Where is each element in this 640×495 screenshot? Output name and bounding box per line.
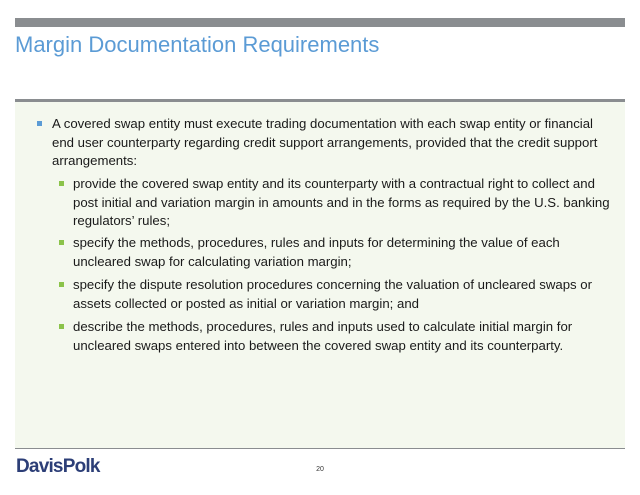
sub-bullet-1 bbox=[73, 175, 613, 231]
bullet-square-icon bbox=[59, 282, 64, 287]
page-number: 20 bbox=[316, 466, 324, 473]
footer-divider bbox=[15, 448, 625, 449]
davis-polk-logo: DavisPolk bbox=[16, 456, 100, 477]
bullet-square-icon bbox=[59, 324, 64, 329]
top-bar bbox=[15, 18, 625, 27]
sub-bullet-1-text: provide the covered swap entity and its counterparty with a contractual right to collect and post initial and variation margin in amounts and in the forms as required by the U.S. banking regulators’ rules; bbox=[73, 176, 610, 228]
bullet-main bbox=[52, 115, 612, 171]
bullet-main-text: A covered swap entity must execute trading documentation with each swap entity or financial end user counterparty regarding credit support arrangements, provided that the credit support arrangements: bbox=[52, 116, 598, 168]
sub-bullet-2 bbox=[73, 234, 613, 271]
sub-bullet-4 bbox=[73, 318, 613, 355]
bullet-square-icon bbox=[59, 181, 64, 186]
bullet-square-icon bbox=[37, 121, 42, 126]
sub-bullet-2-text: specify the methods, procedures, rules and inputs for determining the value of each uncleared swap for calculating variation margin; bbox=[73, 235, 560, 269]
slide-title: Margin Documentation Requirements bbox=[15, 32, 380, 57]
sub-bullet-4-text: describe the methods, procedures, rules and inputs used to calculate initial margin for uncleared swaps entered into between the covered swap entity and its counterparty. bbox=[73, 319, 573, 353]
bullet-square-icon bbox=[59, 240, 64, 245]
sub-bullet-3 bbox=[73, 276, 613, 313]
sub-bullet-3-text: specify the dispute resolution procedures concerning the valuation of uncleared swaps or assets collected or posted as initial or variation margin; and bbox=[73, 277, 593, 311]
